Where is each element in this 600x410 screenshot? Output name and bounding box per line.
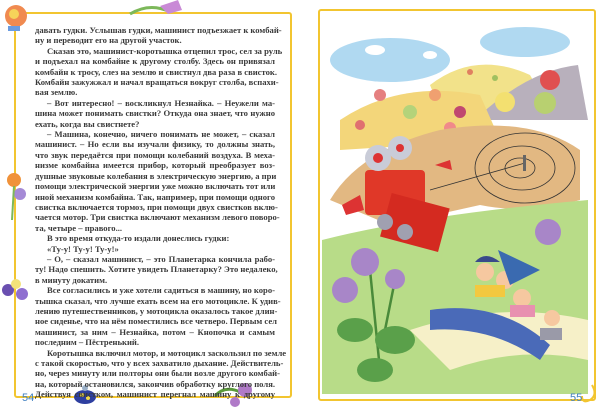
text-line: иной механизм комбайна. Так, например, при помощи одного [35,191,275,202]
paragraph [35,244,275,254]
text-line: ту! Надо спешить. Хотите увидеть Планетарку? Это недалеко, [35,264,278,275]
text-line: ехать, когда вы свистнете? [35,118,140,129]
text-line: в минуту докатим. [35,274,108,285]
paragraph [35,129,280,233]
text-line: последним – Пёстренький. [35,337,140,348]
text-line: и подъехал на комбайне к другому столбу. Здесь он привязал [35,56,275,67]
text-line: Все согласились и уже хотели садиться в машину, но коро- [47,285,275,296]
paragraph [35,233,275,243]
paragraph [35,253,278,285]
pansy-icon [2,279,28,300]
text-line: Сказав это, машинист-коротышка отцепил трос, сел за руль [47,45,283,56]
right-page [300,0,600,410]
text-line: лению путешественников, у мотоцикла оказалось такое длин- [35,305,278,316]
paragraph [35,347,287,400]
text-line: на, который остановился, закончив обработку круглого поля. [35,378,275,389]
text-line: но, через минуту или полторы они были возле другого комбай- [35,368,280,379]
text-line: душные звуковые колебания в электрическую энергию, а при [35,170,277,181]
text-line: с такой скоростью, что у всех захватило дыхание. Действитель- [35,358,284,368]
text-line: Коротышка включил мотор, и мотоцикл заскользил по земле [47,347,287,358]
paragraph [35,285,281,348]
text-line: давать гудки. Услышав гудки, машинист подъезжает к комбай- [35,25,282,35]
text-line: машинист, за ним – Незнайка, потом – Кнопочка и самым [35,326,275,337]
text-line: что звук передаётся при помощи колебаний воздуха. В меха- [35,149,275,160]
text-line: шина может понимать свистки? Откуда она знает, что нужно [35,108,275,119]
text-line: «Ту-у! Ту-у! Ту-у!» [47,243,119,254]
text-line: – Вот интересно! – воскликнул Незнайка. – Неужели ма- [47,97,275,108]
text-line: чается мотор. Три свистка включают механизм левого поворо- [35,212,280,223]
text-line: та, четыре – правого... [35,222,123,233]
flower-top-icon [130,0,182,14]
text-line: ну и переводит его на другой участок. [35,35,182,46]
text-line: В это время откуда-то издали донеслись гудки: [47,233,230,244]
text-line: помощи электрической энергии уже можно включать тот или [35,181,276,192]
text-line: – Машина, конечно, ничего понимать не может, – сказал [47,129,275,140]
flower-left-icon [7,173,26,220]
text-line: вая землю. [35,87,78,98]
paragraph [35,25,282,46]
text-line: низме комбайна имеется прибор, который преобразует воз- [35,160,275,171]
text-line: – О, – сказал машинист, – это Планетарка кончила рабо- [47,253,275,264]
text-line: Действуя свистком, машинист перегнал машину к другому [35,389,275,400]
paragraph [35,45,283,98]
sky-patch [480,27,570,57]
text-line: Комбайн зажужжал и начал вращаться вокруг столба, вспахи- [35,77,279,88]
page-number: 55 [570,392,583,404]
post [523,155,526,171]
text-line: комбайн к тросу, слез на землю и свистнул два раза в свисток. [35,66,277,77]
page-number: 54 [22,392,35,404]
text-line: свистка включается тормоз, при помощи двух свистков вклю- [35,201,278,212]
text-line: тышка сказал, что лучше ехать всем на его мотоцикле. К удив- [35,295,281,306]
illustration [300,0,600,410]
paragraph [35,98,275,129]
body-text [35,25,287,400]
text-line: машинист. – Но если вы изучали физику, то должны знать, [35,139,275,150]
balloon-icon [5,5,27,31]
sky-patch [330,38,450,82]
text-line: ное сиденье, что на нём поместились все четверо. Первым сел [35,316,277,327]
